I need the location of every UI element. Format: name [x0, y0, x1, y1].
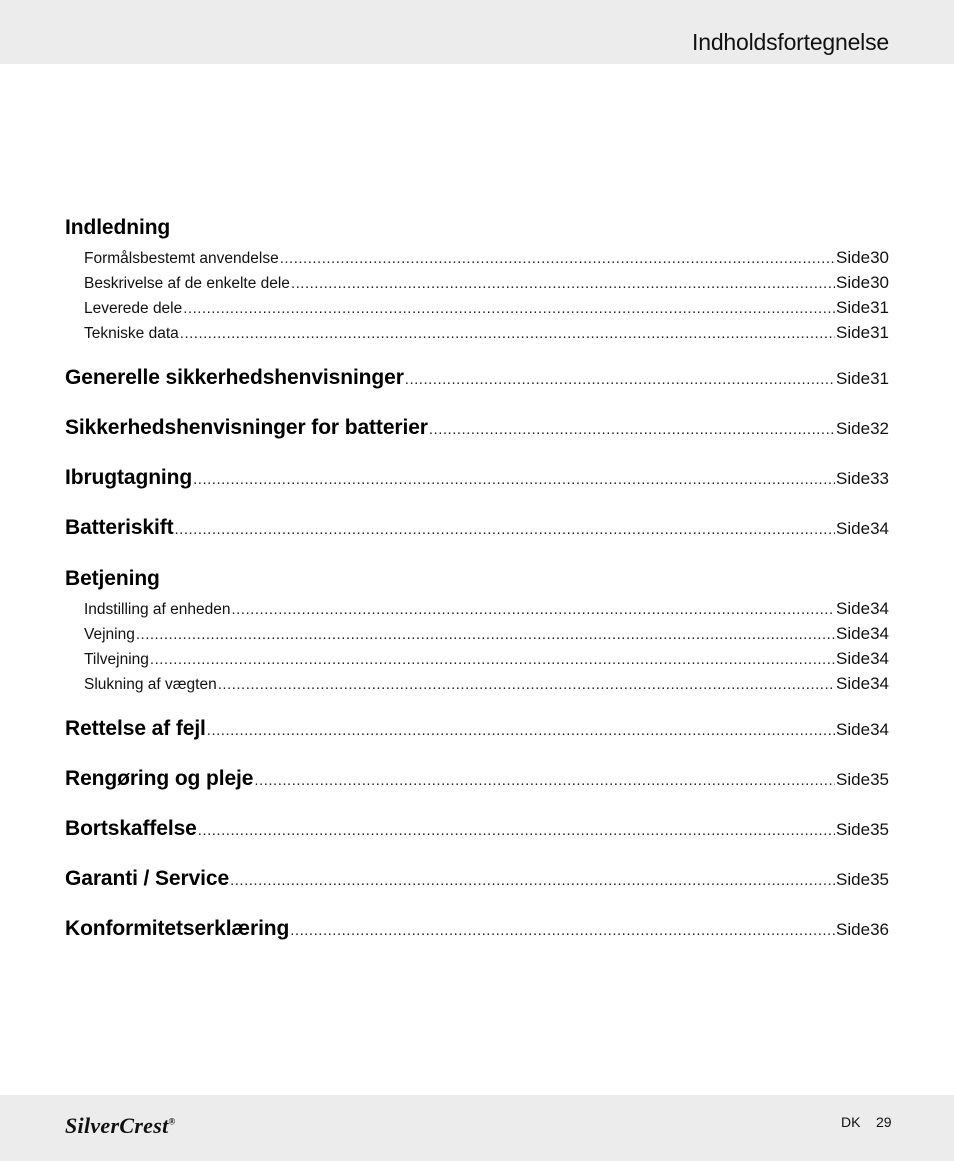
page-number: 34	[870, 624, 889, 643]
toc-section-garanti-service[interactable]	[65, 867, 889, 891]
toc-entry[interactable]	[84, 674, 889, 694]
side-label: Side	[836, 469, 871, 488]
side-label: Side	[836, 624, 871, 643]
entry-label: Beskrivelse af de enkelte dele	[84, 275, 290, 292]
footer-page-number: 29	[876, 1114, 892, 1130]
toc-section-ibrugtagning[interactable]	[65, 466, 889, 490]
side-label: Side	[836, 369, 871, 388]
page-number: 31	[870, 323, 889, 342]
toc-entry[interactable]	[84, 248, 889, 268]
side-label: Side	[836, 323, 871, 342]
dot-leader	[207, 722, 835, 739]
toc-section-sikkerhedshenvisninger-batterier[interactable]	[65, 416, 889, 440]
entry-label: Leverede dele	[84, 300, 183, 317]
section-title: Indledning	[65, 216, 171, 239]
entry-label: Vejning	[84, 626, 135, 643]
dot-leader	[198, 822, 835, 839]
section-title: Batteriskift	[65, 516, 174, 539]
toc-entry[interactable]	[84, 323, 889, 343]
side-label: Side	[836, 870, 871, 889]
page-number: 35	[870, 820, 889, 839]
dot-leader	[290, 922, 835, 939]
side-label: Side	[836, 248, 871, 267]
section-title: Betjening	[65, 567, 160, 590]
dot-leader	[405, 371, 835, 388]
toc-entry[interactable]	[84, 273, 889, 293]
side-label: Side	[836, 649, 871, 668]
dot-leader	[291, 275, 835, 292]
page-title: Indholdsfortegnelse	[692, 29, 889, 55]
section-title: Sikkerhedshenvisninger for batterier	[65, 416, 428, 439]
page-number: 35	[870, 770, 889, 789]
dot-leader	[429, 421, 835, 438]
dot-leader	[218, 676, 835, 693]
entry-label: Formålsbestemt anvendelse	[84, 250, 279, 267]
toc-section-rettelse-af-fejl[interactable]	[65, 717, 889, 741]
dot-leader	[280, 250, 835, 267]
page-number: 34	[870, 649, 889, 668]
section-title: Konformitetserklæring	[65, 917, 290, 940]
toc-section-bortskaffelse[interactable]	[65, 817, 889, 841]
dot-leader	[193, 471, 835, 488]
page-number: 34	[870, 519, 889, 538]
dot-leader	[232, 601, 836, 618]
side-label: Side	[836, 519, 871, 538]
page-number: 31	[870, 369, 889, 388]
silvercrest-logo	[65, 1113, 176, 1139]
toc-entry[interactable]	[84, 599, 889, 619]
toc-section-rengoering-og-pleje[interactable]	[65, 767, 889, 791]
dot-leader	[183, 300, 835, 317]
brand-name: SilverCrest	[65, 1113, 169, 1138]
side-label: Side	[836, 273, 871, 292]
side-label: Side	[836, 770, 871, 789]
toc-entry[interactable]	[84, 649, 889, 669]
dot-leader	[150, 651, 835, 668]
section-title: Generelle sikkerhedshenvisninger	[65, 366, 404, 389]
toc-entry[interactable]	[84, 298, 889, 318]
section-title: Ibrugtagning	[65, 466, 193, 489]
entry-label: Tilvejning	[84, 651, 149, 668]
toc-section-batteriskift[interactable]	[65, 516, 889, 540]
entry-label: Slukning af vægten	[84, 676, 217, 693]
registered-mark: ®	[168, 1116, 176, 1127]
dot-leader	[254, 772, 835, 789]
section-title: Rengøring og pleje	[65, 767, 254, 790]
dot-leader	[230, 872, 835, 889]
side-label: Side	[836, 674, 871, 693]
toc-entry[interactable]	[84, 624, 889, 644]
section-title: Bortskaffelse	[65, 817, 197, 840]
page-number: 32	[870, 419, 889, 438]
language-code: DK	[841, 1114, 861, 1130]
side-label: Side	[836, 419, 871, 438]
page-number: 30	[870, 248, 889, 267]
page-number: 33	[870, 469, 889, 488]
dot-leader	[180, 325, 835, 342]
dot-leader	[175, 521, 836, 538]
side-label: Side	[836, 820, 871, 839]
section-title: Garanti / Service	[65, 867, 230, 890]
side-label: Side	[836, 298, 871, 317]
page-number: 36	[870, 920, 889, 939]
toc-section-indledning	[65, 216, 889, 240]
section-title: Rettelse af fejl	[65, 717, 206, 740]
toc-section-betjening	[65, 567, 889, 591]
page-number: 35	[870, 870, 889, 889]
page-number: 34	[870, 599, 889, 618]
side-label: Side	[836, 720, 871, 739]
entry-label: Tekniske data	[84, 325, 179, 342]
toc-section-generelle-sikkerhedshenvisninger[interactable]	[65, 366, 889, 390]
side-label: Side	[836, 920, 871, 939]
toc-section-konformitetserklaering[interactable]	[65, 917, 889, 941]
page-number: 34	[870, 720, 889, 739]
page-number: 31	[870, 298, 889, 317]
entry-label: Indstilling af enheden	[84, 601, 231, 618]
page-number: 34	[870, 674, 889, 693]
dot-leader	[136, 626, 835, 643]
page-number: 30	[870, 273, 889, 292]
side-label: Side	[836, 599, 871, 618]
